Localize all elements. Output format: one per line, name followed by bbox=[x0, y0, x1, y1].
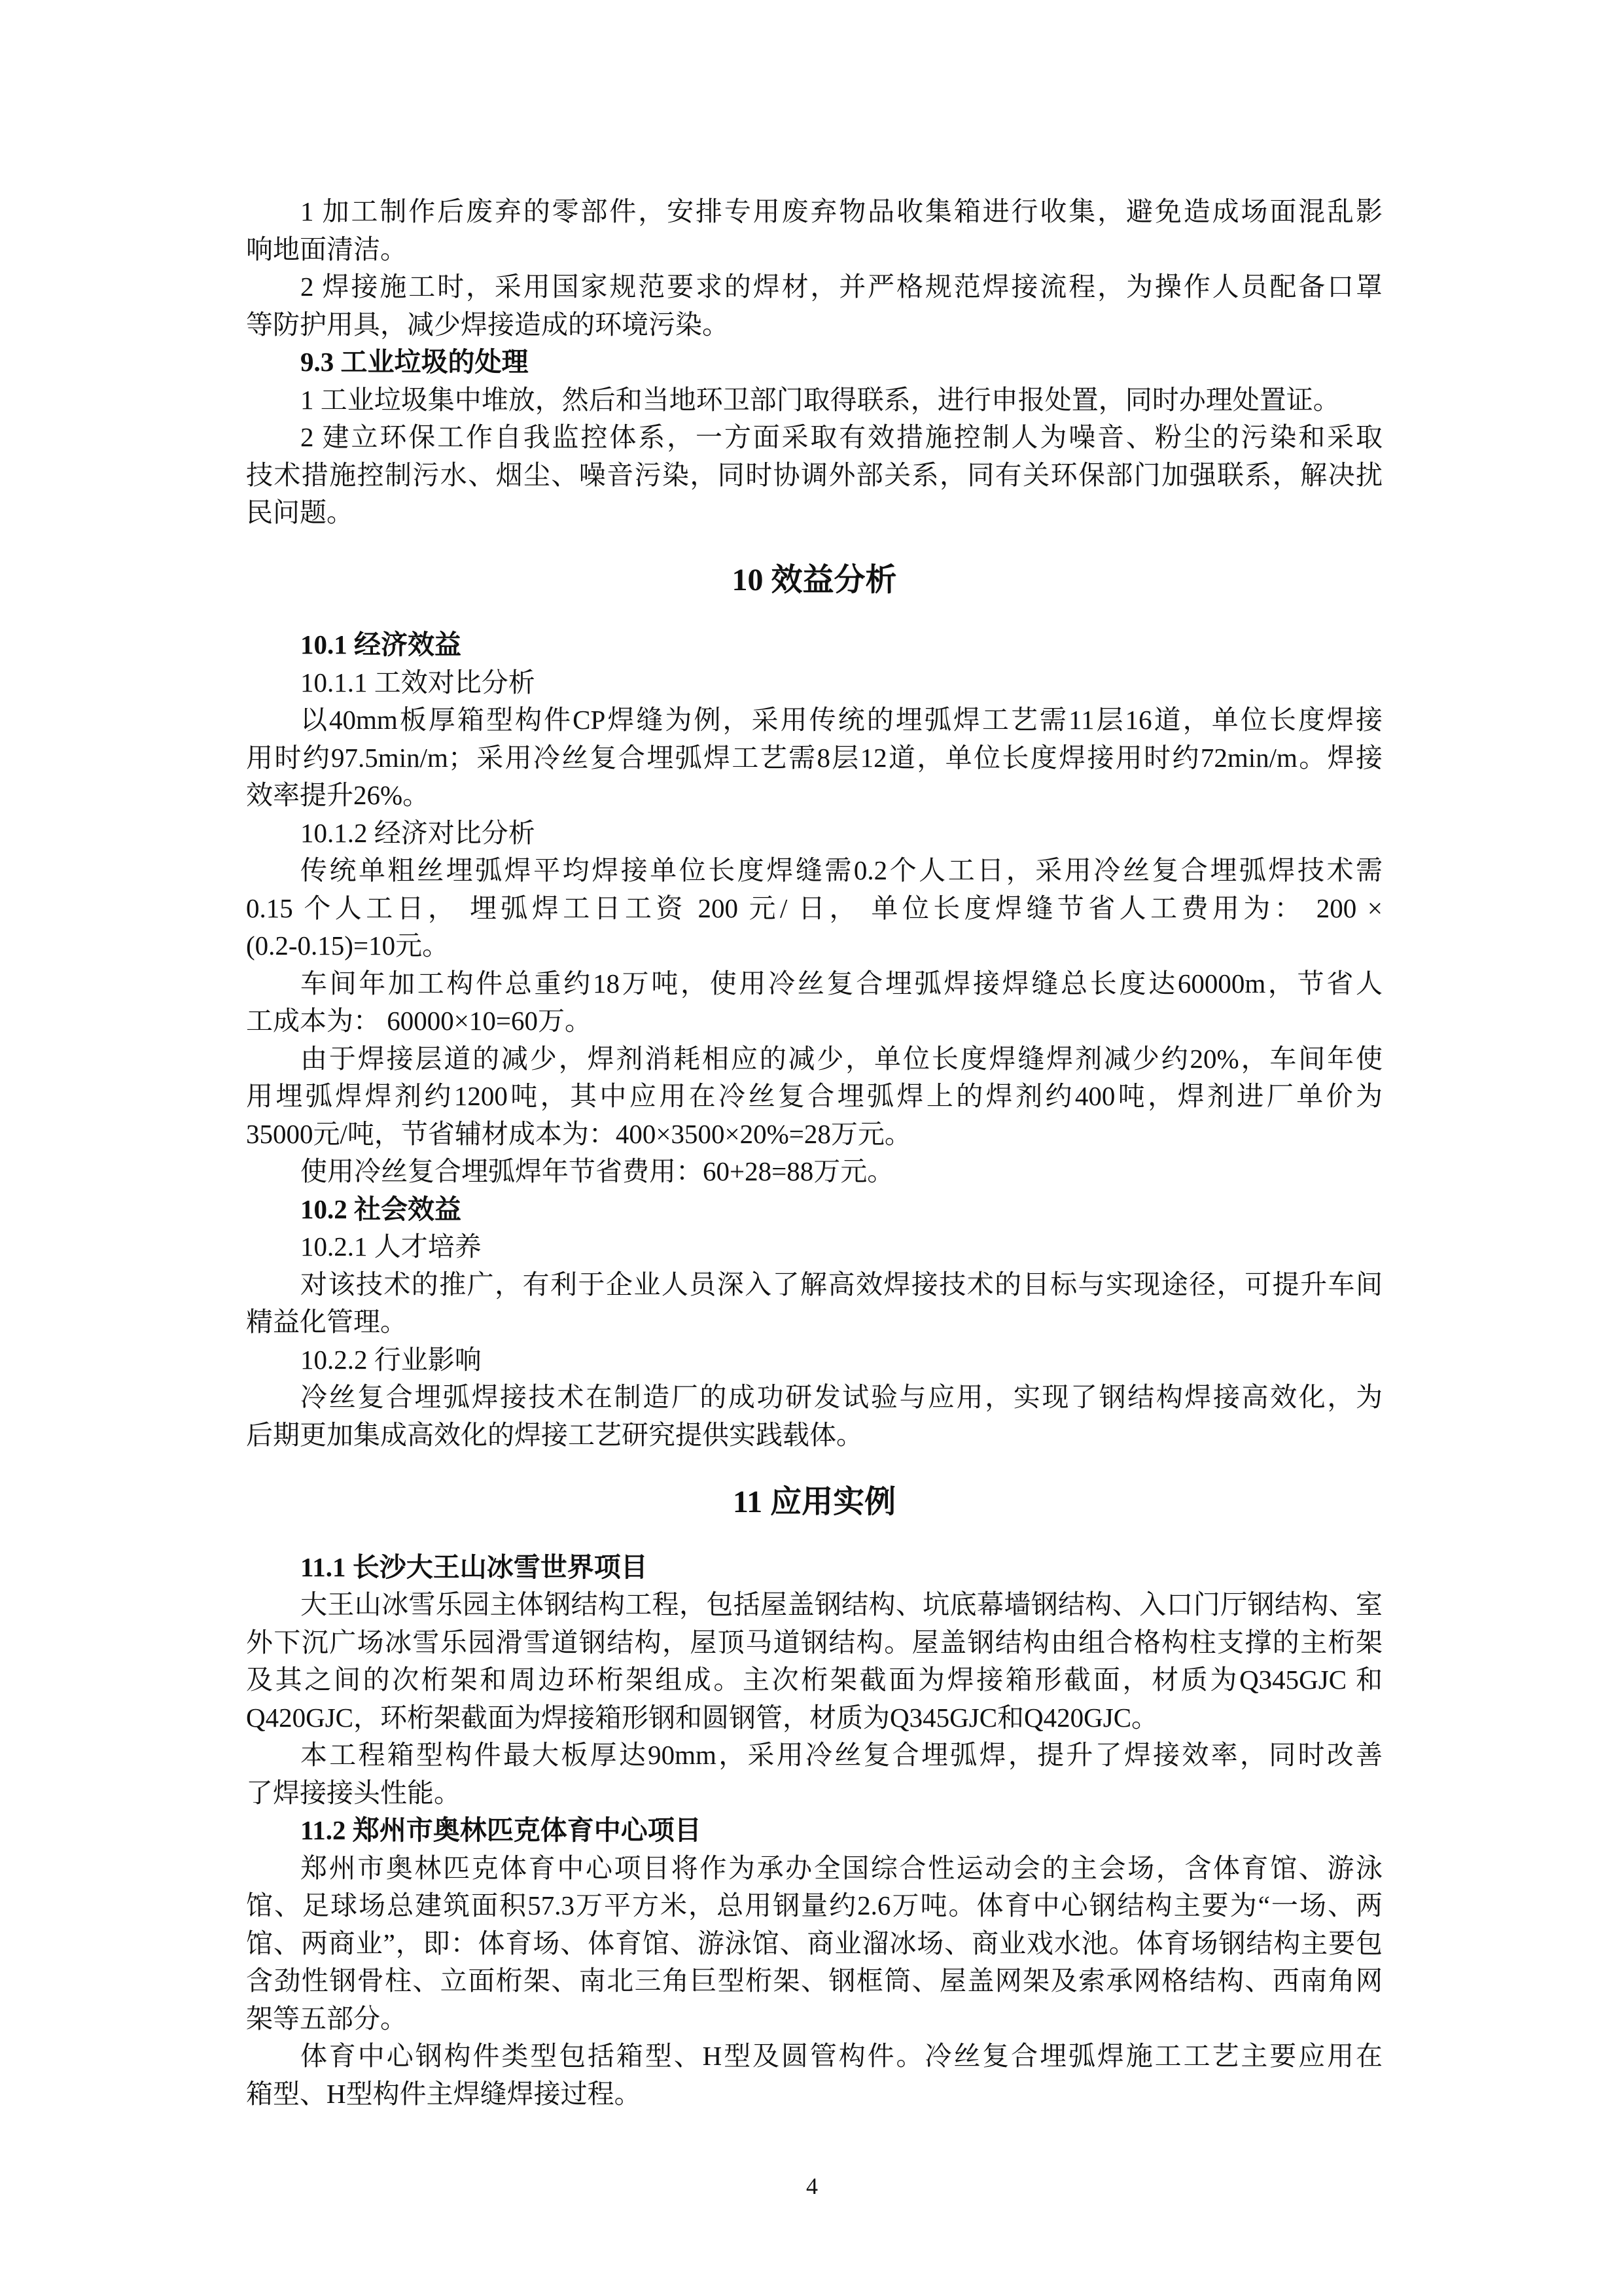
text-line: 效率提升26%。 bbox=[246, 780, 430, 810]
text-line: 10.2 社会效益 bbox=[300, 1193, 461, 1224]
text-line: 后期更加集成高效化的焊接工艺研究提供实践载体。 bbox=[246, 1419, 863, 1450]
text-line: 0.15 个人工日， 埋弧焊工日工资 200 元/ 日， 单位长度焊缝节省人工费用为： 200 × bbox=[246, 892, 1383, 923]
paragraph bbox=[246, 419, 1383, 532]
paragraph bbox=[246, 1040, 1383, 1154]
text-line: 馆、两商业”，即：体育场、体育馆、游泳馆、商业溜冰场、商业戏水池。体育场钢结构主要包 bbox=[246, 1928, 1383, 1958]
text-line: 技术措施控制污水、烟尘、噪音污染，同时协调外部关系，同有关环保部门加强联系，解决扰 bbox=[246, 459, 1383, 490]
paragraph bbox=[246, 268, 1383, 344]
text-line: 9.3 工业垃圾的处理 bbox=[300, 347, 529, 377]
text-line: 车间年加工构件总重约18万吨，使用冷丝复合埋弧焊接焊缝总长度达60000m，节省人 bbox=[300, 968, 1383, 998]
text-line: 外下沉广场冰雪乐园滑雪道钢结构，屋顶马道钢结构。屋盖钢结构由组合格构柱支撑的主桁架 bbox=[246, 1627, 1383, 1657]
text-line: Q420GJC，环桁架截面为焊接箱形钢和圆钢管，材质为Q345GJC和Q420GJC。 bbox=[246, 1702, 1159, 1733]
text-line: 精益化管理。 bbox=[246, 1307, 407, 1337]
text-line: 1 工业垃圾集中堆放，然后和当地环卫部门取得联系，进行申报处置，同时办理处置证。 bbox=[300, 384, 1340, 415]
text-line: 馆、足球场总建筑面积57.3万平方米，总用钢量约2.6万吨。体育中心钢结构主要为“一场、两 bbox=[246, 1890, 1383, 1920]
text-line: 及其之间的次桁架和周边环桁架组成。主次桁架截面为焊接箱形截面，材质为Q345GJC 和 bbox=[246, 1665, 1383, 1695]
page-number: 4 bbox=[806, 2173, 818, 2199]
text-line: 对该技术的推广，有利于企业人员深入了解高效焊接技术的目标与实现途径，可提升车间 bbox=[300, 1269, 1383, 1299]
subsection-heading bbox=[246, 1191, 1383, 1229]
text-line: 2 建立环保工作自我监控体系，一方面采取有效措施控制人为噪音、粉尘的污染和采取 bbox=[300, 422, 1383, 452]
paragraph bbox=[246, 852, 1383, 965]
sub-subsection-heading bbox=[246, 664, 1383, 702]
text-line: 10.1.1 工效对比分析 bbox=[300, 667, 535, 698]
subsection-heading bbox=[246, 1549, 1383, 1587]
paragraph bbox=[246, 1266, 1383, 1341]
paragraph bbox=[246, 381, 1383, 419]
paragraph bbox=[246, 1586, 1383, 1737]
text-line: 11.2 郑州市奥林匹克体育中心项目 bbox=[300, 1815, 701, 1845]
subsection-heading bbox=[246, 1812, 1383, 1850]
text-line: 民问题。 bbox=[246, 497, 353, 527]
text-line: 35000元/吨，节省辅材成本为：400×3500×20%=28万元。 bbox=[246, 1118, 911, 1149]
section-heading bbox=[246, 561, 1383, 599]
text-line: 用时约97.5min/m；采用冷丝复合埋弧焊工艺需8层12道，单位长度焊接用时约72min/m。焊接 bbox=[246, 742, 1383, 773]
text-line: 用埋弧焊焊剂约1200吨，其中应用在冷丝复合埋弧焊上的焊剂约400吨，焊剂进厂单价为 bbox=[246, 1081, 1383, 1111]
paragraph bbox=[246, 1379, 1383, 1454]
text-line: 等防护用具，减少焊接造成的环境污染。 bbox=[246, 309, 729, 340]
text-line: 10 效益分析 bbox=[732, 562, 897, 597]
text-line: 本工程箱型构件最大板厚达90mm，采用冷丝复合埋弧焊，提升了焊接效率，同时改善 bbox=[300, 1740, 1383, 1770]
text-line: 了焊接接头性能。 bbox=[246, 1777, 461, 1808]
text-line: 2 焊接施工时，采用国家规范要求的焊材，并严格规范焊接流程，为操作人员配备口罩 bbox=[300, 272, 1383, 302]
text-line: 以40mm板厚箱型构件CP焊缝为例，采用传统的埋弧焊工艺需11层16道，单位长度焊接 bbox=[300, 705, 1383, 735]
text-line: 使用冷丝复合埋弧焊年节省费用：60+28=88万元。 bbox=[300, 1156, 894, 1186]
paragraph bbox=[246, 1153, 1383, 1191]
subsection-heading bbox=[246, 344, 1383, 381]
text-line: 10.2.1 人才培养 bbox=[300, 1231, 482, 1262]
paragraph bbox=[246, 193, 1383, 268]
sub-subsection-heading bbox=[246, 815, 1383, 853]
sub-subsection-heading bbox=[246, 1341, 1383, 1379]
text-line: 箱型、H型构件主焊缝焊接过程。 bbox=[246, 2078, 641, 2109]
text-line: 架等五部分。 bbox=[246, 2003, 407, 2034]
paragraph bbox=[246, 701, 1383, 815]
text-line: 由于焊接层道的减少，焊剂消耗相应的减少，单位长度焊缝焊剂减少约20%，车间年使 bbox=[300, 1043, 1383, 1074]
text-line: 11.1 长沙大王山冰雪世界项目 bbox=[300, 1551, 648, 1582]
text-line: 1 加工制作后废弃的零部件，安排专用废弃物品收集箱进行收集，避免造成场面混乱影 bbox=[300, 196, 1383, 226]
text-line: 冷丝复合埋弧焊接技术在制造厂的成功研发试验与应用，实现了钢结构焊接高效化，为 bbox=[300, 1382, 1383, 1412]
sub-subsection-heading bbox=[246, 1228, 1383, 1266]
text-line: 10.1.2 经济对比分析 bbox=[300, 817, 535, 848]
text-line: 响地面清洁。 bbox=[246, 234, 407, 264]
paragraph bbox=[246, 2038, 1383, 2113]
text-line: 大王山冰雪乐园主体钢结构工程，包括屋盖钢结构、坑底幕墙钢结构、入口门厅钢结构、室 bbox=[300, 1589, 1383, 1619]
text-line: 工成本为： 60000×10=60万。 bbox=[246, 1006, 591, 1036]
text-line: 11 应用实例 bbox=[732, 1485, 896, 1519]
text-line: 10.1 经济效益 bbox=[300, 629, 461, 660]
text-line: 10.2.2 行业影响 bbox=[300, 1344, 482, 1375]
document-body bbox=[246, 193, 1383, 2113]
text-line: 体育中心钢构件类型包括箱型、H型及圆管构件。冷丝复合埋弧焊施工工艺主要应用在 bbox=[300, 2041, 1383, 2071]
text-line: (0.2-0.15)=10元。 bbox=[246, 930, 450, 961]
text-line: 含劲性钢骨柱、立面桁架、南北三角巨型桁架、钢框筒、屋盖网架及索承网格结构、西南角网 bbox=[246, 1966, 1383, 1996]
text-line: 郑州市奥林匹克体育中心项目将作为承办全国综合性运动会的主会场，含体育馆、游泳 bbox=[300, 1852, 1383, 1883]
paragraph bbox=[246, 1737, 1383, 1812]
subsection-heading bbox=[246, 626, 1383, 664]
section-heading bbox=[246, 1483, 1383, 1521]
paragraph bbox=[246, 1850, 1383, 2038]
text-line: 传统单粗丝埋弧焊平均焊接单位长度焊缝需0.2个人工日，采用冷丝复合埋弧焊技术需 bbox=[300, 855, 1383, 885]
paragraph bbox=[246, 965, 1383, 1040]
